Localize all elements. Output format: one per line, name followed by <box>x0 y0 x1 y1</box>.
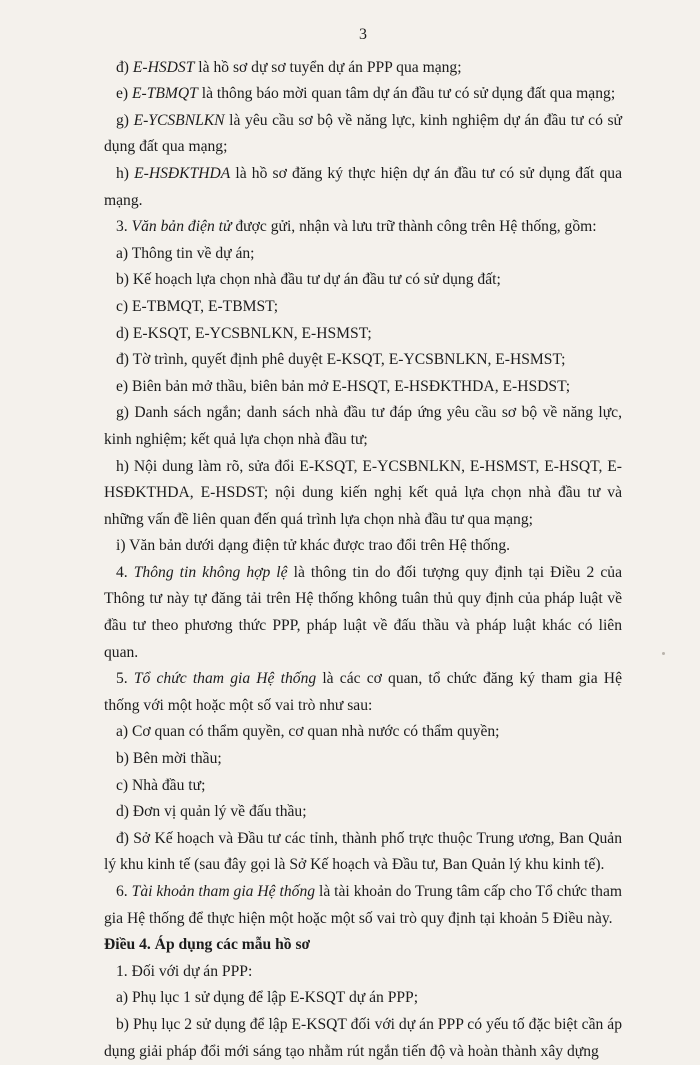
paragraph: a) Cơ quan có thẩm quyền, cơ quan nhà nước có thẩm quyền; <box>116 723 500 741</box>
defined-term: E-HSĐKTHDA <box>134 164 231 182</box>
paragraph <box>104 666 622 719</box>
defined-term: E-YCSBNLKN <box>133 111 225 129</box>
paragraph: d) E-KSQT, E-YCSBNLKN, E-HSMST; <box>116 324 372 342</box>
paragraph: a) Thông tin về dự án; <box>116 244 255 262</box>
paragraph: e) Biên bản mở thầu, biên bản mở E-HSQT, E-HSĐKTHDA, E-HSDST; <box>116 377 571 395</box>
paragraph <box>104 55 622 82</box>
page-number: 3 <box>359 26 367 43</box>
paragraph: a) Phụ lục 1 sử dụng để lập E-KSQT dự án PPP; <box>116 989 419 1007</box>
defined-term: E-TBMQT <box>132 85 198 103</box>
paragraph <box>104 560 622 666</box>
paragraph: c) Nhà đầu tư; <box>116 776 206 794</box>
paragraph: g) Danh sách ngắn; danh sách nhà đầu tư đáp ứng yêu cầu sơ bộ về năng lực, kinh nghiệm; kết quả lựa chọn nhà đầu tư; <box>104 404 622 448</box>
scan-speck <box>662 652 665 655</box>
paragraph: d) Đơn vị quản lý về đấu thầu; <box>116 803 307 821</box>
defined-term: Văn bản điện tử <box>131 218 232 236</box>
paragraph-text: là thông tin do đối tượng quy định tại Điều 2 của Thông tư này tự đăng tải trên Hệ thống không tuân thủ quy định của pháp luật về đầu tư theo phương thức PPP, pháp luật về đấu thầu và pháp luật khác có liên quan. <box>104 563 623 661</box>
paragraph-text: là hồ sơ đăng ký thực hiện dự án đầu tư có sử dụng đất qua mạng. <box>104 164 622 209</box>
paragraph: i) Văn bản dưới dạng điện tử khác được trao đổi trên Hệ thống. <box>116 537 511 555</box>
paragraph-number: 6. <box>116 883 132 900</box>
paragraph: c) E-TBMQT, E-TBMST; <box>116 297 279 315</box>
paragraph: h) Nội dung làm rõ, sửa đổi E-KSQT, E-YCSBNLKN, E-HSMST, E-HSQT, E-HSĐKTHDA, E-HSDST; nội dung kiến nghị kết quả lựa chọn nhà đầu tư và những vấn đề liên quan đến quá trình lựa chọn nhà đầu tư qua mạng; <box>104 457 622 528</box>
defined-term: Tài khoản tham gia Hệ thống <box>131 883 316 900</box>
paragraph <box>104 161 622 214</box>
paragraph-number: g) <box>116 111 134 129</box>
paragraph <box>104 214 622 241</box>
paragraph-number: đ) <box>116 58 133 76</box>
paragraph-number: h) <box>116 164 135 182</box>
paragraph-text: là yêu cầu sơ bộ về năng lực, kinh nghiệm dự án đầu tư có sử dụng đất qua mạng; <box>104 111 623 156</box>
document-body <box>104 55 622 933</box>
paragraph-text: là các cơ quan, tổ chức đăng ký tham gia Hệ thống với một hoặc một số vai trò như sau: <box>104 670 622 714</box>
paragraph <box>104 879 622 932</box>
article-heading: Điều 4. Áp dụng các mẫu hồ sơ <box>104 936 311 954</box>
paragraph: đ) Sở Kế hoạch và Đầu tư các tỉnh, thành phố trực thuộc Trung ương, Ban Quản lý khu kinh tế (sau đây gọi là Sở Kế hoạch và Đầu tư, Ban Quản lý khu kinh tế). <box>104 829 622 874</box>
defined-term: E-HSDST <box>132 58 195 76</box>
paragraph: b) Bên mời thầu; <box>116 750 222 768</box>
paragraph: 1. Đối với dự án PPP: <box>116 962 253 980</box>
paragraph-number: 5. <box>116 670 134 688</box>
paragraph-text: được gửi, nhận và lưu trữ thành công trên Hệ thống, gồm: <box>231 218 597 236</box>
paragraph-number: 4. <box>116 563 134 581</box>
paragraph-text: là thông báo mời quan tâm dự án đầu tư có sử dụng đất qua mạng; <box>197 85 616 103</box>
paragraph <box>104 108 622 161</box>
paragraph <box>104 81 622 108</box>
paragraph: b) Kế hoạch lựa chọn nhà đầu tư dự án đầu tư có sử dụng đất; <box>116 271 501 289</box>
paragraph-number: e) <box>116 85 133 103</box>
document-body-continued <box>104 959 622 1065</box>
paragraph-number: 3. <box>116 218 132 236</box>
paragraph-text: là tài khoản do Trung tâm cấp cho Tổ chức tham gia Hệ thống để thực hiện một hoặc một số vai trò quy định tại khoản 5 Điều này. <box>104 883 622 927</box>
defined-term: Thông tin không hợp lệ <box>133 563 288 581</box>
paragraph: đ) Tờ trình, quyết định phê duyệt E-KSQT, E-YCSBNLKN, E-HSMST; <box>116 351 566 369</box>
defined-term: Tổ chức tham gia Hệ thống <box>133 670 317 688</box>
paragraph: b) Phụ lục 2 sử dụng để lập E-KSQT đối với dự án PPP có yếu tố đặc biệt cần áp dụng giải pháp đổi mới sáng tạo nhằm rút ngắn tiến độ và hoàn thành xây dựng <box>104 1015 622 1060</box>
paragraph-text: là hồ sơ dự sơ tuyển dự án PPP qua mạng; <box>194 58 462 76</box>
